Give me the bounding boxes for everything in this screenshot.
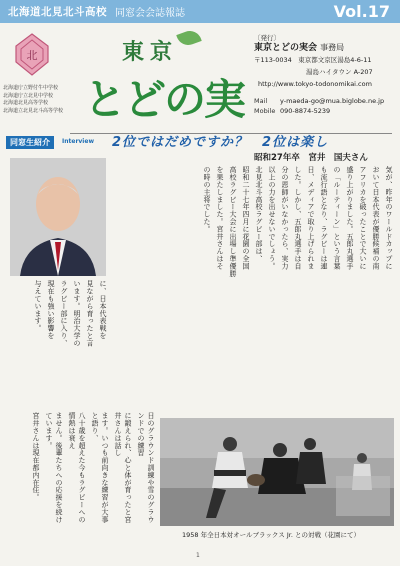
mail-label: Mail <box>254 97 268 105</box>
publisher-url[interactable]: http://www.tokyo-todonomikai.com <box>258 80 372 88</box>
logo-tokyo: 東京 <box>122 39 179 65</box>
article-column: した。しかし、五郎丸選手は自 <box>294 166 302 270</box>
school-history-item: 北海道庁立北見中学校 <box>3 92 54 99</box>
school-history-list <box>3 85 83 115</box>
article-column: 以上の力を出せないでしょう。 <box>268 166 276 270</box>
article-column: 日、メディアで取り上げられま <box>307 166 315 270</box>
logo-title: とどの実 <box>84 75 245 124</box>
article-column: 宮井さんは現在都内在住。 <box>32 412 40 501</box>
publisher-building: 湯島ハイタウン A-207 <box>306 68 373 76</box>
article-body-left <box>10 280 108 410</box>
article-column: 与えています。 <box>34 280 42 332</box>
publisher-postal: 〒113-0034 東京都文京区湯島4-6-11 <box>254 56 372 64</box>
article-column: 気が、昨年のワールドカップに <box>385 166 393 270</box>
article-column: います。明治大学の <box>73 280 81 347</box>
school-history-item: 北海道庁立野付牛中学校 <box>3 85 59 91</box>
mobile-number: 090-8874-5239 <box>280 107 331 115</box>
portrait-photo <box>10 158 106 276</box>
article-column: も流行語となり、ラグビーは連 <box>320 166 328 270</box>
article-column: 見ながら育ったと言 <box>86 280 94 347</box>
article-column: ません。後輩たちへの応援を続けています。 <box>45 412 63 523</box>
mail-address[interactable]: y-maeda-go@mua.biglobe.ne.jp <box>280 97 385 105</box>
school-history-item: 北海道北見高等学校 <box>3 100 49 106</box>
volume-number: Vol.17 <box>333 2 390 21</box>
article-column: の時の主将でした。 <box>203 166 211 233</box>
newsletter-logo <box>84 27 246 124</box>
publisher-name-sub: 事務局 <box>320 43 345 52</box>
article-column: 北見北斗高校ラグビー部は、 <box>255 166 263 263</box>
publisher-label: 〔発行〕 <box>254 34 280 42</box>
article-column: の「ルーティーン」という言葉 <box>333 166 341 270</box>
section-tag-sub: Interview <box>62 138 94 145</box>
school-history-item: 北海道立北見北斗高等学校 <box>3 107 64 114</box>
article-body-bottom <box>6 412 156 534</box>
newsletter-type: 同窓会会誌報誌 <box>115 8 185 19</box>
svg-text:北: 北 <box>26 49 38 62</box>
article-column: ます。いつも前向きな練習が大事と語り、 <box>91 412 109 523</box>
publisher-name-text: 東京とどの実会 <box>254 43 318 53</box>
article-column: おいて日本代表が優勝候補の南 <box>372 166 380 270</box>
article-column: 高校ラグビー大会に出場し準優勝 <box>229 166 237 277</box>
contact-block <box>254 96 384 116</box>
article-column: を果たしました。宮井さんはそ <box>216 166 224 270</box>
page-number: 1 <box>196 552 200 559</box>
article-body-bottom-columns <box>6 412 156 530</box>
article-headline: 2位ではだめですか？ 2位は楽し <box>112 135 329 150</box>
section-tag: 同窓生紹介 <box>6 136 54 149</box>
header-left <box>0 4 185 19</box>
article-column: 分の恩師がいなかったら、実力 <box>281 166 289 270</box>
article-column: に、日本代表戦を <box>99 280 107 340</box>
publisher-block <box>254 33 394 89</box>
rugby-match-photo <box>160 418 394 526</box>
photo-caption: 1958 年全日本対オールブラックス Jr. との対戦（花園にて） <box>182 531 360 539</box>
article-body-left-columns <box>10 280 108 410</box>
article-column: ラグビー部に入り、 <box>60 280 68 347</box>
article-column: アフリカを破ったことで大いに <box>359 166 367 270</box>
header-bar <box>0 0 400 23</box>
leaf-icon <box>176 28 201 49</box>
article-column: 盛り上がりました。五郎丸選手 <box>346 166 354 270</box>
article-column: 現在も強い影響を <box>47 280 55 340</box>
article-column: 日のグラウンド訓練や雪のグラウンドでの練習 <box>137 412 155 523</box>
contact-mail-row <box>254 96 384 106</box>
article-column: に鍛えられ、心と体が育ったと宮井さんは話し <box>114 412 132 523</box>
article-column: 昭和二十七年四月に花園の全国 <box>242 166 250 270</box>
article-column: 八十歳を超えた今もラグビーへの情熱は衰え <box>68 412 86 523</box>
school-crest-icon <box>12 32 52 77</box>
mobile-label: Mobile <box>254 107 276 115</box>
school-name: 北海道北見北斗高校 <box>8 6 107 18</box>
article-byline: 昭和27年卒 宮井 国夫さん <box>254 153 368 163</box>
publisher-name <box>254 43 394 53</box>
contact-mobile-row <box>254 106 384 116</box>
